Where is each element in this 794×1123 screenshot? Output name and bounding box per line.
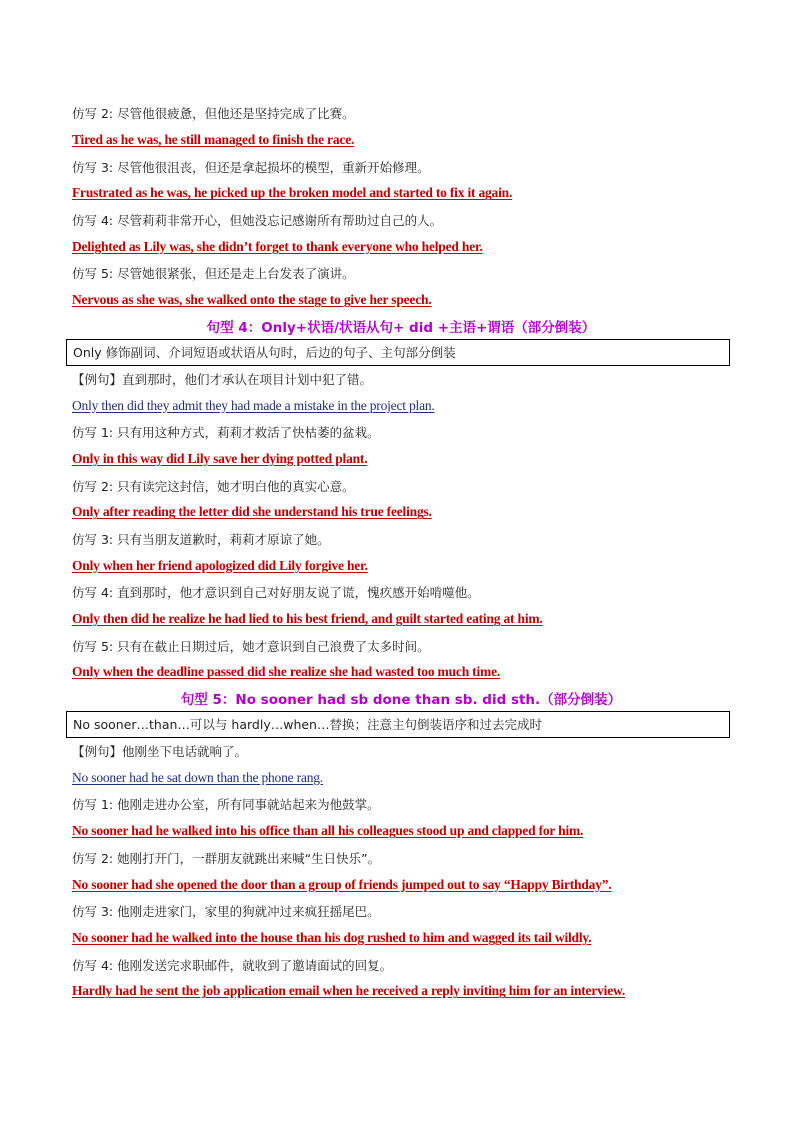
practice-answer: Frustrated as he was, he picked up the broken model and started to fix it again. [72,185,513,201]
practice-prompt: 仿写 2: 她刚打开门，一群朋友就跳出来喊“生日快乐”。 [72,850,381,866]
practice-answer: Delighted as Lily was, she didn’t forget to thank everyone who helped her. [72,238,483,254]
example-sentence: No sooner had he sat down than the phone rang. [72,769,323,785]
practice-prompt: 仿写 1: 他刚走进办公室，所有同事就站起来为他鼓掌。 [72,797,380,813]
practice-answer: No sooner had she opened the door than a group of friends jumped out to say “Happy Birthday”. [72,876,612,892]
practice-prompt: 仿写 4: 他刚发送完求职邮件，就收到了邀请面试的回复。 [72,957,393,973]
practice-prompt: 仿写 2: 尽管他很疲惫，但他还是坚持完成了比赛。 [72,106,355,122]
practice-answer: Only then did he realize he had lied to his best friend, and guilt started eating at him. [72,611,543,627]
practice-prompt: 仿写 4: 直到那时，他才意识到自己对好朋友说了谎，愧疚感开始啃噬他。 [72,585,480,601]
practice-answer: Hardly had he sent the job application email when he received a reply inviting him for an interview. [72,983,626,999]
practice-answer: Nervous as she was, she walked onto the stage to give her speech. [72,292,432,308]
document-page [72,100,730,1005]
practice-answer: Only when her friend apologized did Lily forgive her. [72,557,368,573]
example-prompt: 【例句】他刚坐下电话就响了。 [72,744,248,760]
example-sentence: Only then did they admit they had made a mistake in the project plan. [72,397,435,413]
practice-answer: Only after reading the letter did she understand his true feelings. [72,504,432,520]
practice-answer: No sooner had he walked into the house than his dog rushed to him and wagged its tail wildly. [72,929,592,945]
practice-answer: No sooner had he walked into his office than all his colleagues stood up and clapped for him. [72,823,584,839]
practice-prompt: 仿写 4: 尽管莉莉非常开心，但她没忘记感谢所有帮助过自己的人。 [72,213,443,229]
section-heading: 句型 5：No sooner had sb done than sb. did sth.（部分倒装） [180,692,622,709]
example-prompt: 【例句】直到那时，他们才承认在项目计划中犯了错。 [72,371,373,387]
practice-prompt: 仿写 5: 尽管她很紧张，但还是走上台发表了演讲。 [72,266,355,282]
rule-box: No sooner…than…可以与 hardly…when…替换；注意主句倒装语序和过去完成时 [66,711,730,738]
practice-answer: Tired as he was, he still managed to finish the race. [72,132,355,148]
practice-prompt: 仿写 1: 只有用这种方式，莉莉才救活了快枯萎的盆栽。 [72,425,380,441]
practice-answer: Only in this way did Lily save her dying potted plant. [72,450,368,466]
practice-prompt: 仿写 3: 只有当朋友道歉时，莉莉才原谅了她。 [72,531,330,547]
practice-prompt: 仿写 5: 只有在截止日期过后，她才意识到自己浪费了太多时间。 [72,638,430,654]
section-heading: 句型 4：Only+状语/状语从句+ did +主语+谓语（部分倒装） [206,320,596,336]
practice-prompt: 仿写 3: 他刚走进家门，家里的狗就冲过来疯狂摇尾巴。 [72,904,380,920]
practice-prompt: 仿写 3: 尽管他很沮丧，但还是拿起损坏的模型，重新开始修理。 [72,159,430,175]
practice-prompt: 仿写 2: 只有读完这封信，她才明白他的真实心意。 [72,478,355,494]
rule-box: Only 修饰副词、介词短语或状语从句时，后边的句子、主句部分倒装 [66,339,730,366]
practice-answer: Only when the deadline passed did she realize she had wasted too much time. [72,664,501,680]
